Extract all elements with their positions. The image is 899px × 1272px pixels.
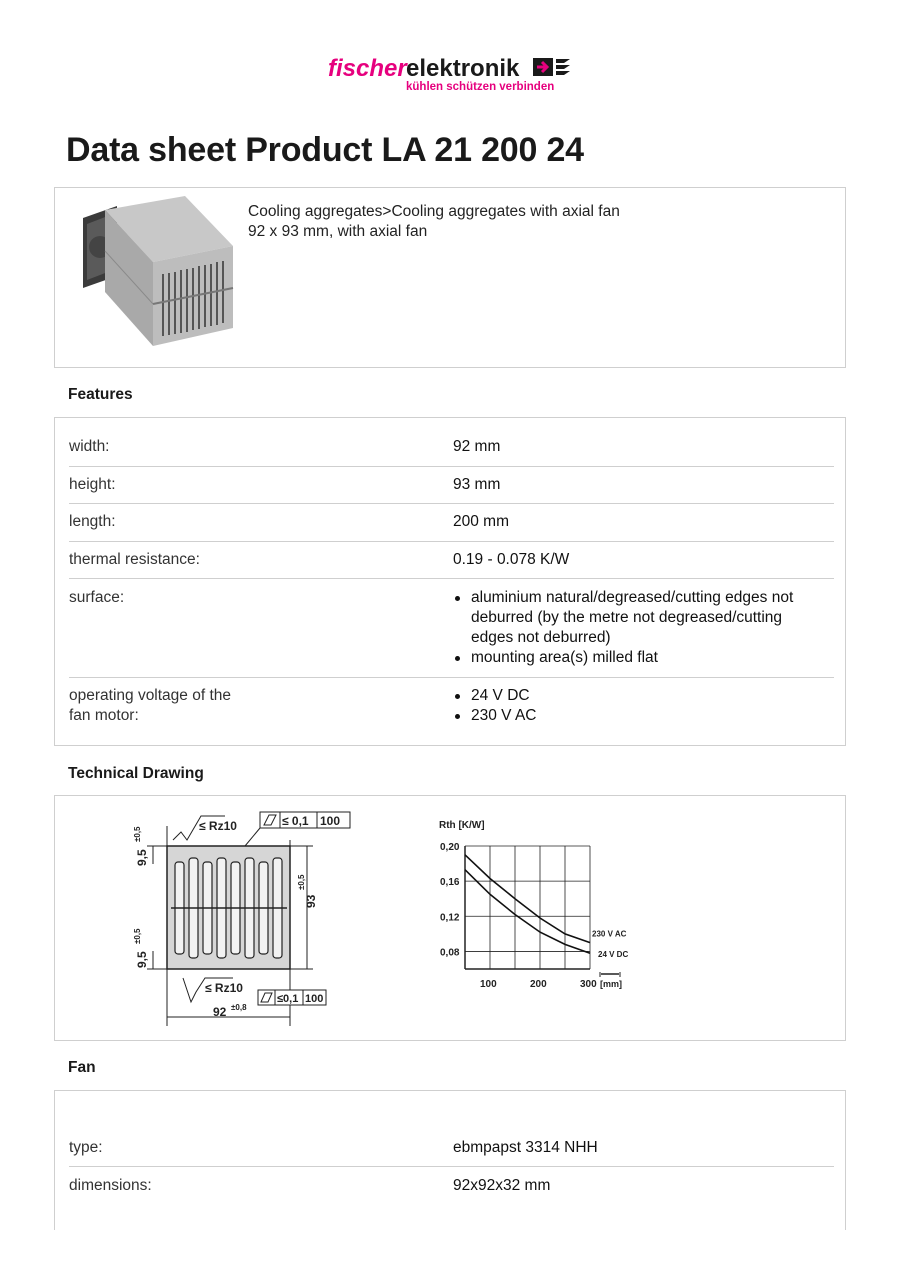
feature-row-width xyxy=(69,428,834,467)
feature-label xyxy=(69,686,231,726)
bottom-roughness-label: ≤ Rz10 xyxy=(205,981,243,995)
y-axis-label: Rth [K/W] xyxy=(439,820,485,831)
x-axis-label: [mm] xyxy=(600,979,622,989)
feature-value: 200 mm xyxy=(453,513,509,530)
feature-row-length xyxy=(69,504,834,542)
thermal-resistance-chart xyxy=(439,820,628,990)
feature-label: length: xyxy=(69,513,116,530)
feature-value: 0.19 - 0.078 K/W xyxy=(453,551,570,568)
surface-list xyxy=(453,588,813,668)
top-flatness-value: ≤ 0,1 xyxy=(282,814,309,828)
left-bottom-dimension: 9,5 xyxy=(135,951,149,968)
x-tick-label: 100 xyxy=(480,979,497,990)
feature-label: thermal resistance: xyxy=(69,551,200,568)
voltage-list xyxy=(453,686,537,726)
series-line xyxy=(465,870,590,954)
feature-label: width: xyxy=(69,438,110,455)
product-description xyxy=(248,202,620,242)
series-line xyxy=(465,855,590,943)
feature-value: 92 mm xyxy=(453,438,501,455)
fan-value: ebmpapst 3314 NHH xyxy=(453,1139,598,1156)
voltage-label-line1: operating voltage of the xyxy=(69,687,232,704)
bottom-flatness-length: 100 xyxy=(305,993,324,1005)
surface-item: mounting area(s) milled flat xyxy=(453,648,813,668)
fan-row-dimensions xyxy=(69,1167,834,1207)
voltage-label-line2: fan motor: xyxy=(69,707,139,724)
series-label: 230 V AC xyxy=(592,929,627,939)
fan-value: 92x92x32 mm xyxy=(453,1177,551,1194)
feature-label: height: xyxy=(69,476,116,493)
height-tolerance: ±0,5 xyxy=(297,874,306,890)
technical-drawing-panel xyxy=(54,795,846,1041)
logo-tagline: kühlen schützen verbinden xyxy=(406,81,555,93)
features-heading: Features xyxy=(68,386,133,403)
x-tick-label: 200 xyxy=(530,979,547,990)
voltage-item: 230 V AC xyxy=(453,706,537,726)
surface-item: aluminium natural/degreased/cutting edges not deburred (by the metre not degreased/cutting edges not deburred) xyxy=(453,588,813,648)
width-tolerance: ±0,8 xyxy=(231,1003,247,1012)
left-top-tolerance: ±0,5 xyxy=(133,826,142,842)
fan-heading: Fan xyxy=(68,1059,96,1076)
y-tick-label: 0,16 xyxy=(440,877,460,889)
logo-word-elektronik: elektronik xyxy=(406,55,520,82)
feature-row-height xyxy=(69,467,834,504)
feature-label: surface: xyxy=(69,589,125,606)
fan-table xyxy=(54,1090,846,1230)
y-tick-label: 0,20 xyxy=(440,842,460,853)
product-category: Cooling aggregates>Cooling aggregates with axial fan xyxy=(248,203,620,220)
top-roughness-label: ≤ Rz10 xyxy=(199,819,237,833)
fan-label: type: xyxy=(69,1139,103,1156)
fan-row-type xyxy=(69,1129,834,1167)
voltage-item: 24 V DC xyxy=(453,686,537,706)
left-bottom-tolerance: ±0,5 xyxy=(133,928,142,944)
product-summary-card xyxy=(54,187,846,368)
page-title: Data sheet Product LA 21 200 24 xyxy=(66,131,584,169)
height-dimension: 93 xyxy=(304,894,318,908)
product-subtitle: 92 x 93 mm, with axial fan xyxy=(248,223,428,240)
logo-arrow-mark xyxy=(533,58,570,76)
width-dimension: 92 xyxy=(213,1005,227,1019)
top-flatness-length: 100 xyxy=(320,814,341,828)
logo-word-fischer: fischer xyxy=(328,55,407,82)
feature-row-surface xyxy=(69,579,834,678)
y-tick-label: 0,12 xyxy=(440,912,460,924)
left-top-dimension: 9,5 xyxy=(135,849,149,866)
fan-label: dimensions: xyxy=(69,1177,152,1194)
x-tick-label: 300 xyxy=(580,979,597,990)
technical-drawing-heading: Technical Drawing xyxy=(68,765,204,782)
feature-row-operating-voltage xyxy=(69,678,834,744)
fischer-elektronik-logo xyxy=(328,52,578,94)
feature-row-thermal-resistance xyxy=(69,542,834,579)
bottom-flatness-value: ≤0,1 xyxy=(277,993,299,1005)
series-label: 24 V DC xyxy=(598,950,629,960)
y-tick-label: 0,08 xyxy=(440,947,460,959)
features-table xyxy=(54,417,846,746)
feature-value: 93 mm xyxy=(453,476,501,493)
heatsink-with-fan-image xyxy=(65,196,235,356)
